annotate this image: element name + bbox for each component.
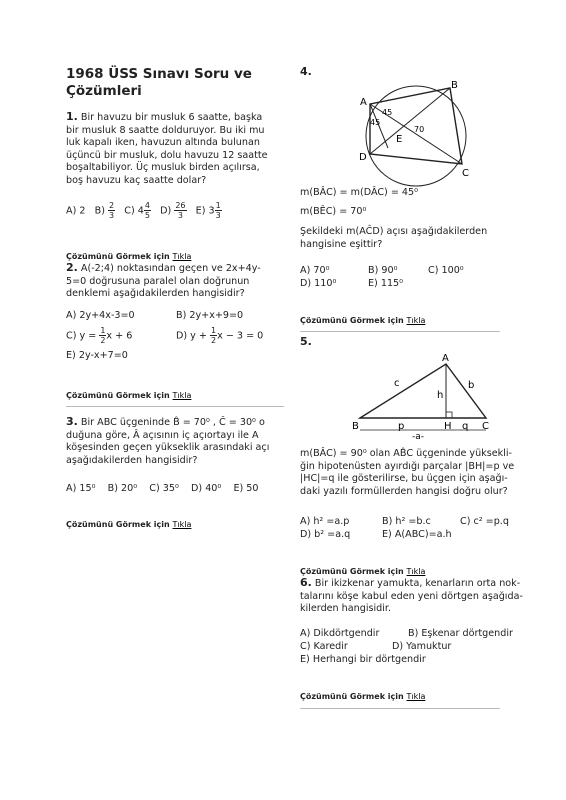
question-text: üçüncü bir musluk, dolu havuzu 12 saatte <box>66 149 268 161</box>
option-e: E) A(ABC)=a.h <box>382 529 452 540</box>
label-a: A <box>360 97 367 108</box>
option-a: A) 2y+4x-3=0 <box>66 310 135 321</box>
solution-link[interactable]: Tıkla <box>172 391 192 400</box>
option-d: D) Yamuktur <box>392 641 452 652</box>
option-c: C) 100⁰ <box>428 265 464 276</box>
option-e: E) 50 <box>233 483 259 494</box>
angle-label: 70 <box>414 125 425 134</box>
option-a: A) Dikdörtgendir <box>300 628 380 639</box>
solution-link-row: Çözümünü Görmek için Tıkla <box>66 391 192 400</box>
question-text: Bir havuzu bir musluk 6 saatte, başka <box>80 112 263 123</box>
option-e: E) 2y-x+7=0 <box>66 350 128 361</box>
label-a: A <box>442 353 449 364</box>
solution-link[interactable]: Tıkla <box>172 252 192 261</box>
question-1-options <box>66 201 286 220</box>
question-5-options <box>300 515 509 541</box>
fraction: $\frac{1}{2}$ <box>100 326 106 345</box>
question-3: 3. Bir ABC üçgeninde B̂ = 70⁰ , Ĉ = 30⁰ o duğuna göre, Â açısının iç açıortayı ile A köşesinden geçen yükseklik arasındaki açı aşağıdakilerden hangisidir? <box>66 416 270 466</box>
question-text: luk kapalı iken, havuzun altında bulunan <box>66 137 260 149</box>
question-5: m(BÂC) = 90⁰ olan AB̂C üçgeninde yüksekli- ğin hipotenüsten ayırdığı parçalar |BH|=p ve |HC|=q ile gösterilirse, bu üçgen için aşağı- daki yazılı formüllerden hangisi doğru olur? <box>300 448 515 497</box>
question-number: 6. <box>300 576 312 589</box>
fraction: $\frac{1}{3}$ <box>215 201 221 220</box>
option-a: A) h² =a.p <box>300 516 350 527</box>
label-d: D <box>359 152 367 163</box>
option-b: B) <box>94 205 105 217</box>
label-b: B <box>451 80 458 91</box>
option-b: B) h² =b.c <box>382 516 431 527</box>
option-a: A) 15⁰ <box>66 483 96 494</box>
question-4: Şekildeki m(AĈD) açısı aşağıdakilerden hangisine eşittir? <box>300 226 488 250</box>
option-b: B) 90⁰ <box>368 265 398 276</box>
divider <box>300 331 500 332</box>
option-b: B) 20⁰ <box>107 483 138 494</box>
solution-link[interactable]: Tıkla <box>406 316 426 325</box>
question-4-options <box>300 264 464 290</box>
option-e: E) 115⁰ <box>368 278 404 289</box>
option-c: C) Karedir <box>300 641 348 652</box>
question-number: 2. <box>66 262 78 274</box>
fraction: $\frac{1}{2}$ <box>211 326 217 345</box>
side-a: -a- <box>412 432 425 442</box>
label-c: C <box>462 168 469 179</box>
question-text: boşaltabiliyor. Üç musluk birden açılırsa, <box>66 162 260 174</box>
option-d: D) 110⁰ <box>300 278 337 289</box>
solution-link[interactable]: Tıkla <box>406 567 426 576</box>
label-c: C <box>482 421 489 432</box>
option-e: E) Herhangi bir dörtgendir <box>300 654 426 665</box>
angle-label: 45 <box>370 118 381 127</box>
solution-link[interactable]: Tıkla <box>406 692 426 701</box>
solution-link[interactable]: Tıkla <box>172 520 192 529</box>
question-number: 1. <box>66 111 78 123</box>
option-c: C) y = $\frac{1}{2}$ x + 6 <box>66 326 133 345</box>
solution-link-row: Çözümünü Görmek için Tıkla <box>300 692 426 701</box>
fraction: $\frac{26}{3}$ <box>175 201 186 220</box>
question-text: bir musluk 8 saatte dolduruyor. Bu iki mu <box>66 124 265 136</box>
option-a: A) 2 <box>66 205 86 217</box>
option-b: B) 2y+x+9=0 <box>176 310 244 321</box>
fraction: $\frac{4}{5}$ <box>144 201 150 220</box>
circle-quadrilateral-figure <box>356 80 476 190</box>
option-d: D) b² =a.q <box>300 529 351 540</box>
side-c: c <box>394 378 400 389</box>
solution-link-row: Çözümünü Görmek için Tıkla <box>300 316 426 325</box>
divider <box>66 406 284 407</box>
label-e: E <box>396 134 403 145</box>
option-d: D) y + $\frac{1}{2}$ x − 3 = 0 <box>176 326 264 345</box>
option-d: D) 40⁰ <box>191 483 222 494</box>
solution-link-row: Çözümünü Görmek için Tıkla <box>300 567 426 576</box>
option-d: D) <box>160 205 172 217</box>
question-1 <box>66 111 284 188</box>
question-6-options <box>300 627 513 666</box>
given-2: m(BÊC) = 70⁰ <box>300 206 367 217</box>
segment-p: p <box>398 421 405 432</box>
page-title: 1968 ÜSS Sınavı Soru ve Çözümleri <box>66 66 252 99</box>
question-number: 4. <box>300 65 312 78</box>
option-e: E) 3 <box>195 205 215 217</box>
fraction: $\frac{2}{3}$ <box>109 201 115 220</box>
question-text: boş havuzu kaç saatte dolar? <box>66 174 207 186</box>
given-1: m(BÂC) = m(DÂC) = 45⁰ <box>300 187 418 198</box>
option-c: C) c² =p.q <box>460 516 509 527</box>
option-c: C) 4 <box>124 205 144 217</box>
divider <box>300 708 500 709</box>
label-h: H <box>444 421 452 432</box>
option-a: A) 70⁰ <box>300 265 330 276</box>
option-c: C) 35⁰ <box>149 483 179 494</box>
solution-link-row: Çözümünü Görmek için Tıkla <box>66 252 192 261</box>
question-6: 6. Bir ikizkenar yamukta, kenarların orta nok- talarını köşe kabul eden yeni dörtgen aşağıda- kilerden hangisidir. <box>300 576 523 615</box>
side-b: b <box>468 380 475 391</box>
solution-link-row: Çözümünü Görmek için Tıkla <box>66 520 192 529</box>
question-3-options <box>66 483 286 494</box>
option-b: B) Eşkenar dörtgendir <box>408 628 513 639</box>
question-number: 5. <box>300 335 312 348</box>
question-2: 2. A(-2;4) noktasından geçen ve 2x+4y- 5=0 doğrusuna paralel olan doğrunun denklemi aşağıdakilerden hangisidir? <box>66 262 261 300</box>
segment-q: q <box>462 421 469 432</box>
label-b: B <box>352 421 359 432</box>
right-triangle-figure <box>348 350 498 442</box>
angle-label: 45 <box>382 108 393 117</box>
height-h: h <box>437 390 444 401</box>
question-number: 3. <box>66 416 78 428</box>
